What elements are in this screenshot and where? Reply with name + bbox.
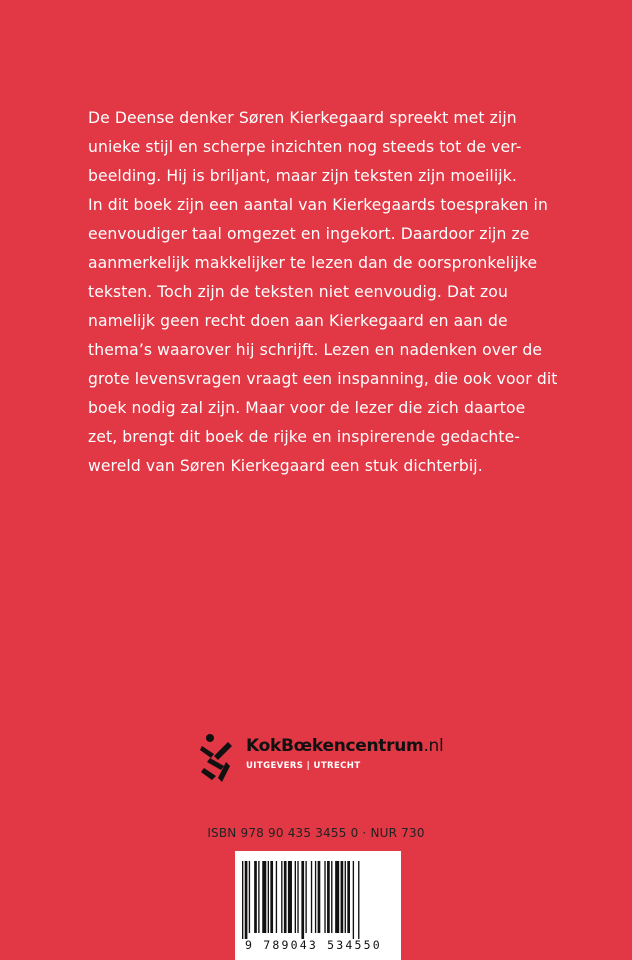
blurb-line: boek nodig zal zijn. Maar voor de lezer die zich daartoe (88, 399, 526, 417)
blurb-line: eenvoudiger taal omgezet en ingekort. Daardoor zijn ze (88, 225, 530, 243)
barcode-bar (258, 861, 259, 933)
barcode-bar (301, 861, 304, 939)
blurb-line: namelijk geen recht doen aan Kierkegaard en aan de (88, 312, 508, 330)
barcode-bar (324, 861, 325, 933)
blurb-line: zet, brengt dit boek de rijke en inspirerende gedachte- (88, 428, 520, 446)
barcode-bar (341, 861, 344, 933)
barcode-bar (311, 861, 312, 933)
barcode (235, 851, 401, 960)
publisher-tld: .nl (423, 736, 444, 756)
barcode-bar (245, 861, 248, 939)
barcode-bar (268, 861, 269, 933)
barcode-bar (284, 861, 287, 933)
barcode-bar (315, 861, 316, 933)
publisher-name (246, 736, 443, 756)
barcode-bar (358, 861, 359, 939)
blurb-line: grote levensvragen vraagt een inspanning, die ook voor dit (88, 370, 558, 388)
barcode-bar (276, 861, 277, 933)
publisher-subtitle: UITGEVERS | UTRECHT (246, 761, 361, 771)
barcode-bar (242, 861, 243, 939)
barcode-bar (318, 861, 321, 933)
blurb-line: wereld van Søren Kierkegaard een stuk dichterbij. (88, 457, 483, 475)
barcode-bar (347, 861, 350, 933)
barcode-bar (270, 861, 273, 933)
blurb-line: teksten. Toch zijn de teksten niet eenvoudig. Dat zou (88, 283, 508, 301)
barcode-bar (249, 861, 250, 933)
barcode-bar (305, 861, 306, 933)
blurb-line: beelding. Hij is briljant, maar zijn teksten zijn moeilijk. (88, 167, 517, 185)
blurb-line: In dit boek zijn een aantal van Kierkegaards toespraken in (88, 196, 548, 214)
barcode-bar (288, 861, 292, 933)
barcode-bar (254, 861, 257, 933)
barcode-bar (327, 861, 330, 933)
barcode-digits: 9 789043 534550 (245, 938, 382, 952)
barcode-bar (297, 861, 298, 933)
barcode-bar (345, 861, 346, 933)
publisher-logo (198, 732, 478, 792)
barcode-bar (353, 861, 354, 939)
barcode-icon (242, 861, 394, 939)
blurb-line: aanmerkelijk makkelijker te lezen dan de oorspronkelijke (88, 254, 538, 272)
blurb-line: thema’s waarover hij schrijft. Lezen en nadenken over de (88, 341, 543, 359)
barcode-bar (295, 861, 296, 933)
barcode-bar (262, 861, 266, 933)
blurb-line: unieke stijl en scherpe inzichten nog steeds tot de ver- (88, 138, 522, 156)
barcode-bar (335, 861, 339, 933)
kok-boekencentrum-figure-icon (198, 732, 236, 784)
barcode-bar (281, 861, 282, 933)
blurb-line: De Deense denker Søren Kierkegaard spreekt met zijn (88, 109, 517, 127)
isbn-line: ISBN 978 90 435 3455 0 · NUR 730 (207, 826, 425, 840)
publisher-name-text: KokBœkencentrum (246, 736, 424, 756)
barcode-bar (331, 861, 332, 933)
back-cover-blurb (88, 104, 558, 481)
